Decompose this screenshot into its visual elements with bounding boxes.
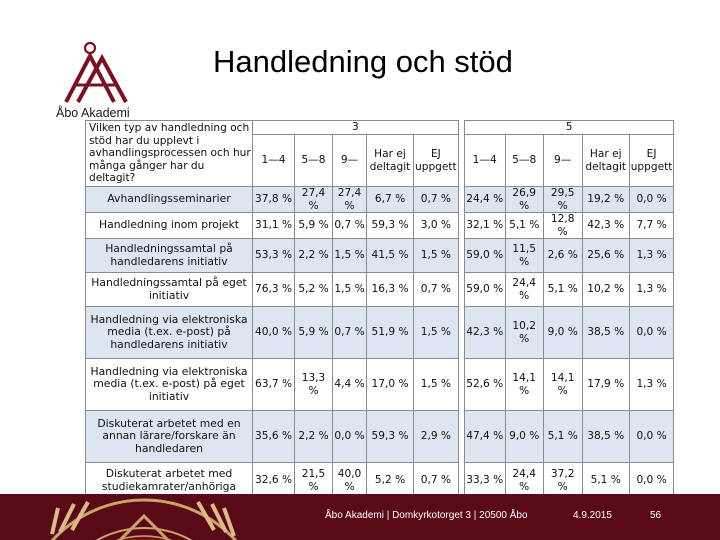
question-header: Vilken typ av handledning och stöd har du upplevt i avhandlingsprocessen och hur många gånger har du deltagit? [86,121,253,187]
value-cell: 47,4 % [464,411,505,463]
value-cell: 5,2 % [367,463,414,499]
table-row [86,239,674,273]
group-header-3: 3 [253,121,459,135]
value-cell: 5,1 % [543,273,582,307]
value-cell: 7,7 % [629,213,674,239]
footer-address: Åbo Akademi | Domkyrkotorget 3 | 20500 Åbo [325,510,528,521]
value-cell: 59,3 % [367,411,414,463]
value-cell: 24,4 % [505,463,543,499]
value-cell: 6,7 % [367,187,414,213]
value-cell: 38,5 % [582,307,629,359]
value-cell: 26,9 % [505,187,543,213]
value-cell: 59,3 % [367,213,414,239]
subheader: 1—4 [253,135,295,187]
value-cell: 27,4 % [295,187,333,213]
value-cell: 59,0 % [464,239,505,273]
value-cell: 1,5 % [414,359,459,411]
value-cell: 32,1 % [464,213,505,239]
value-cell: 5,1 % [543,411,582,463]
value-cell: 14,1 % [543,359,582,411]
value-cell: 11,5 % [505,239,543,273]
value-cell: 16,3 % [367,273,414,307]
value-cell: 1,5 % [414,307,459,359]
value-cell: 1,5 % [333,273,367,307]
value-cell: 0,0 % [629,307,674,359]
value-cell: 53,3 % [253,239,295,273]
table-row [86,307,674,359]
value-cell: 40,0 % [333,463,367,499]
value-cell: 0,7 % [414,463,459,499]
table-row [86,411,674,463]
value-cell: 0,7 % [333,307,367,359]
value-cell: 52,6 % [464,359,505,411]
table-row [86,273,674,307]
group-header-5: 5 [464,121,674,135]
value-cell: 42,3 % [582,213,629,239]
value-cell: 24,4 % [464,187,505,213]
value-cell: 27,4 % [333,187,367,213]
subheader: 9— [543,135,582,187]
subheader: 9— [333,135,367,187]
value-cell: 9,0 % [543,307,582,359]
footer-date: 4.9.2015 [573,510,612,521]
table-row [86,359,674,411]
value-cell: 0,7 % [414,187,459,213]
value-cell: 1,5 % [333,239,367,273]
slide-title: Handledning och stöd [213,44,513,79]
value-cell: 1,3 % [629,273,674,307]
table-row [86,187,674,213]
value-cell: 2,2 % [295,239,333,273]
value-cell: 35,6 % [253,411,295,463]
value-cell: 37,8 % [253,187,295,213]
subheader: 1—4 [464,135,505,187]
value-cell: 41,5 % [367,239,414,273]
value-cell: 21,5 % [295,463,333,499]
value-cell: 10,2 % [505,307,543,359]
row-label: Diskuterat arbetet med en annan lärare/forskare än handledaren [86,411,253,463]
value-cell: 17,9 % [582,359,629,411]
subheader: EJ uppgett [414,135,459,187]
value-cell: 14,1 % [505,359,543,411]
row-label: Avhandlingsseminarier [86,187,253,213]
row-label: Handledning via elektroniska media (t.ex. e-post) på eget initiativ [86,359,253,411]
value-cell: 24,4 % [505,273,543,307]
value-cell: 25,6 % [582,239,629,273]
row-label: Handledning via elektroniska media (t.ex. e-post) på handledarens initiativ [86,307,253,359]
logo-text: Åbo Akademi [56,106,130,120]
value-cell: 31,1 % [253,213,295,239]
value-cell: 0,0 % [629,411,674,463]
value-cell: 2,6 % [543,239,582,273]
row-label: Diskuterat arbetet med studiekamrater/anhöriga [86,463,253,499]
value-cell: 0,0 % [629,463,674,499]
value-cell: 1,5 % [414,239,459,273]
row-label: Handledningssamtal på handledarens initiativ [86,239,253,273]
value-cell: 4,4 % [333,359,367,411]
value-cell: 40,0 % [253,307,295,359]
value-cell: 19,2 % [582,187,629,213]
value-cell: 38,5 % [582,411,629,463]
value-cell: 12,8 % [543,213,582,239]
value-cell: 37,2 % [543,463,582,499]
subheader: EJ uppgett [629,135,674,187]
value-cell: 5,9 % [295,213,333,239]
value-cell: 9,0 % [505,411,543,463]
value-cell: 2,2 % [295,411,333,463]
subheader: Har ej deltagit [582,135,629,187]
value-cell: 1,3 % [629,239,674,273]
row-label: Handledningssamtal på eget initiativ [86,273,253,307]
value-cell: 51,9 % [367,307,414,359]
value-cell: 5,9 % [295,307,333,359]
footer-page-number: 56 [650,510,662,521]
subheader: 5—8 [505,135,543,187]
row-label: Handledning inom projekt [86,213,253,239]
value-cell: 33,3 % [464,463,505,499]
value-cell: 0,0 % [629,187,674,213]
value-cell: 0,7 % [414,273,459,307]
value-cell: 13,3 % [295,359,333,411]
value-cell: 5,2 % [295,273,333,307]
university-seal-icon [28,494,260,540]
value-cell: 2,9 % [414,411,459,463]
results-table [85,120,674,499]
value-cell: 10,2 % [582,273,629,307]
value-cell: 59,0 % [464,273,505,307]
value-cell: 1,3 % [629,359,674,411]
table-row [86,213,674,239]
value-cell: 3,0 % [414,213,459,239]
value-cell: 42,3 % [464,307,505,359]
value-cell: 63,7 % [253,359,295,411]
value-cell: 0,7 % [333,213,367,239]
value-cell: 29,5 % [543,187,582,213]
value-cell: 17,0 % [367,359,414,411]
subheader: 5—8 [295,135,333,187]
value-cell: 32,6 % [253,463,295,499]
value-cell: 76,3 % [253,273,295,307]
value-cell: 0,0 % [333,411,367,463]
value-cell: 5,1 % [505,213,543,239]
subheader: Har ej deltagit [367,135,414,187]
value-cell: 5,1 % [582,463,629,499]
